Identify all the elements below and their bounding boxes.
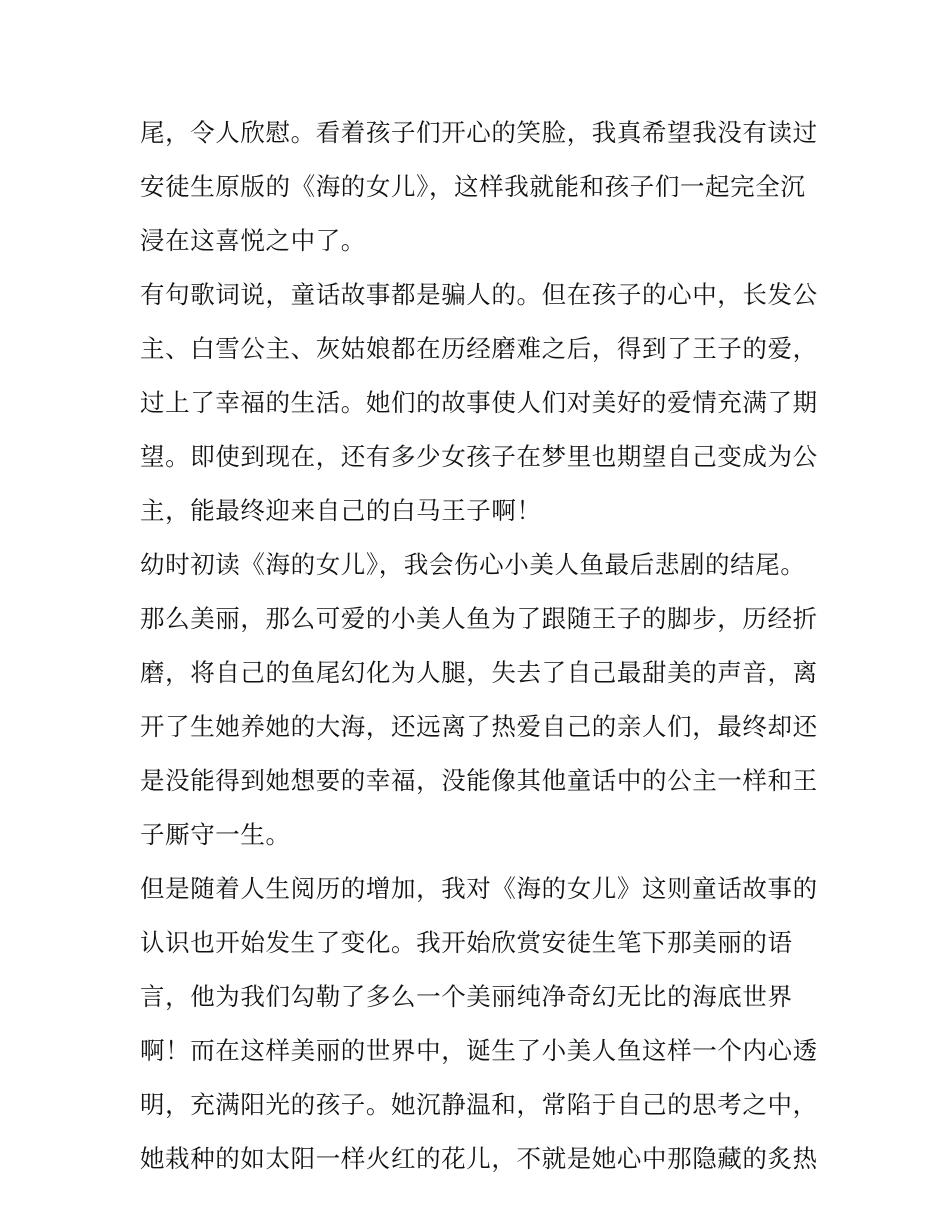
text-line: 啊！而在这样美丽的世界中，诞生了小美人鱼这样一个内心透 xyxy=(140,1036,818,1065)
text-line: 尾，令人欣慰。看着孩子们开心的笑脸，我真希望我没有读过 xyxy=(140,118,818,147)
text-line: 浸在这喜悦之中了。 xyxy=(140,226,366,255)
text-line: 开了生她养她的大海，还远离了热爱自己的亲人们，最终却还 xyxy=(140,712,818,741)
text-line: 明，充满阳光的孩子。她沉静温和，常陷于自己的思考之中， xyxy=(140,1090,818,1119)
text-line: 是没能得到她想要的幸福，没能像其他童话中的公主一样和王 xyxy=(140,766,818,795)
text-line: 望。即使到现在，还有多少女孩子在梦里也期望自己变成为公 xyxy=(140,442,818,471)
text-line: 子厮守一生。 xyxy=(140,820,291,849)
text-line: 有句歌词说，童话故事都是骗人的。但在孩子的心中，长发公 xyxy=(140,280,818,309)
text-line: 幼时初读《海的女儿》，我会伤心小美人鱼最后悲剧的结尾。 xyxy=(140,550,806,579)
text-line: 安徒生原版的《海的女儿》，这样我就能和孩子们一起完全沉 xyxy=(140,172,806,201)
text-line: 主、白雪公主、灰姑娘都在历经磨难之后，得到了王子的爱， xyxy=(140,334,818,363)
body-text xyxy=(140,106,820,1186)
text-line: 她栽种的如太阳一样火红的花儿，不就是她心中那隐藏的炙热 xyxy=(140,1144,818,1173)
text-line: 主，能最终迎来自己的白马王子啊！ xyxy=(140,496,542,525)
text-line: 言，他为我们勾勒了多么一个美丽纯净奇幻无比的海底世界 xyxy=(140,982,793,1011)
text-line: 过上了幸福的生活。她们的故事使人们对美好的爱情充满了期 xyxy=(140,388,818,417)
text-line: 认识也开始发生了变化。我开始欣赏安徒生笔下那美丽的语 xyxy=(140,928,793,957)
text-line: 磨，将自己的鱼尾幻化为人腿，失去了自己最甜美的声音，离 xyxy=(140,658,818,687)
text-line: 那么美丽，那么可爱的小美人鱼为了跟随王子的脚步，历经折 xyxy=(140,604,818,633)
text-line: 但是随着人生阅历的增加，我对《海的女儿》这则童话故事的 xyxy=(140,874,818,903)
